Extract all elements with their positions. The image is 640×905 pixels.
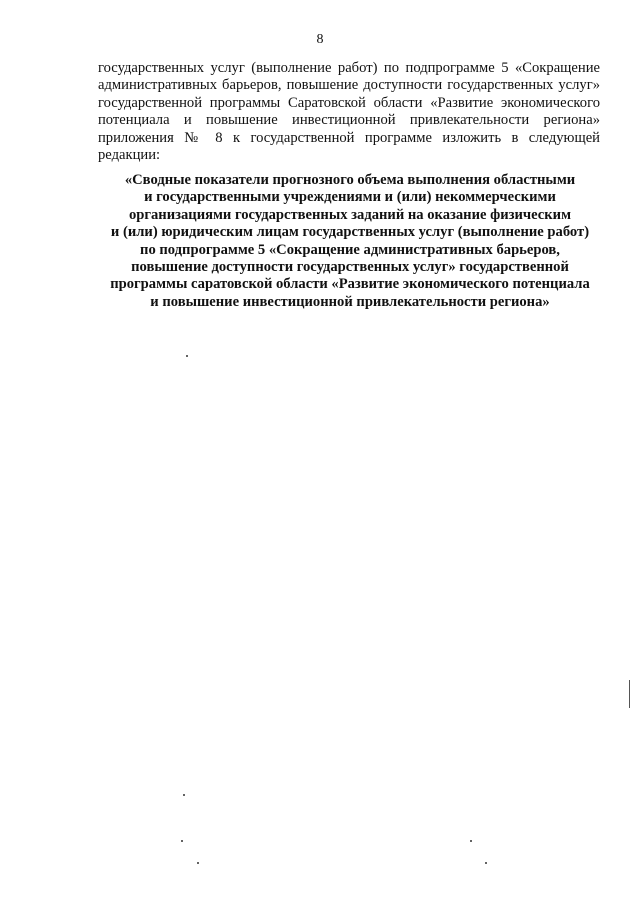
scan-speck [470, 840, 472, 842]
title-line: и (или) юридическим лицам государственных услуг (выполнение работ) [110, 224, 590, 241]
scan-speck [186, 355, 188, 357]
title-line: программы саратовской области «Развитие экономического потенциала [110, 276, 590, 293]
title-line: и государственными учреждениями и (или) некоммерческими [144, 189, 556, 206]
title-line: и повышение инвестиционной привлекательности региона» [150, 293, 550, 310]
section-title [80, 172, 620, 311]
body-paragraph [98, 60, 600, 164]
title-line: повышение доступности государственных услуг» государственной [131, 259, 569, 276]
scan-speck [183, 794, 185, 796]
page-number: 8 [316, 32, 324, 47]
body-line: государственной программы Саратовской области «Развитие экономического [98, 94, 600, 111]
body-line: административных барьеров, повышение доступности государственных услуг» [98, 77, 600, 94]
body-line: государственных услуг (выполнение работ) по подпрограмме 5 «Сокращение [98, 60, 600, 76]
scan-speck [197, 862, 199, 864]
scan-edge-mark [629, 680, 630, 708]
body-line: потенциала и повышение инвестиционной привлекательности региона» [98, 112, 600, 129]
scan-speck [485, 862, 487, 864]
scan-speck [181, 840, 183, 842]
title-line: по подпрограмме 5 «Сокращение административных барьеров, [140, 241, 560, 258]
title-line: «Сводные показатели прогнозного объема выполнения областными [124, 172, 576, 188]
title-line: организациями государственных заданий на оказание физическим [128, 206, 572, 223]
body-line: приложения № 8 к государственной программе изложить в следующей [98, 129, 600, 146]
body-line: редакции: [98, 147, 161, 164]
